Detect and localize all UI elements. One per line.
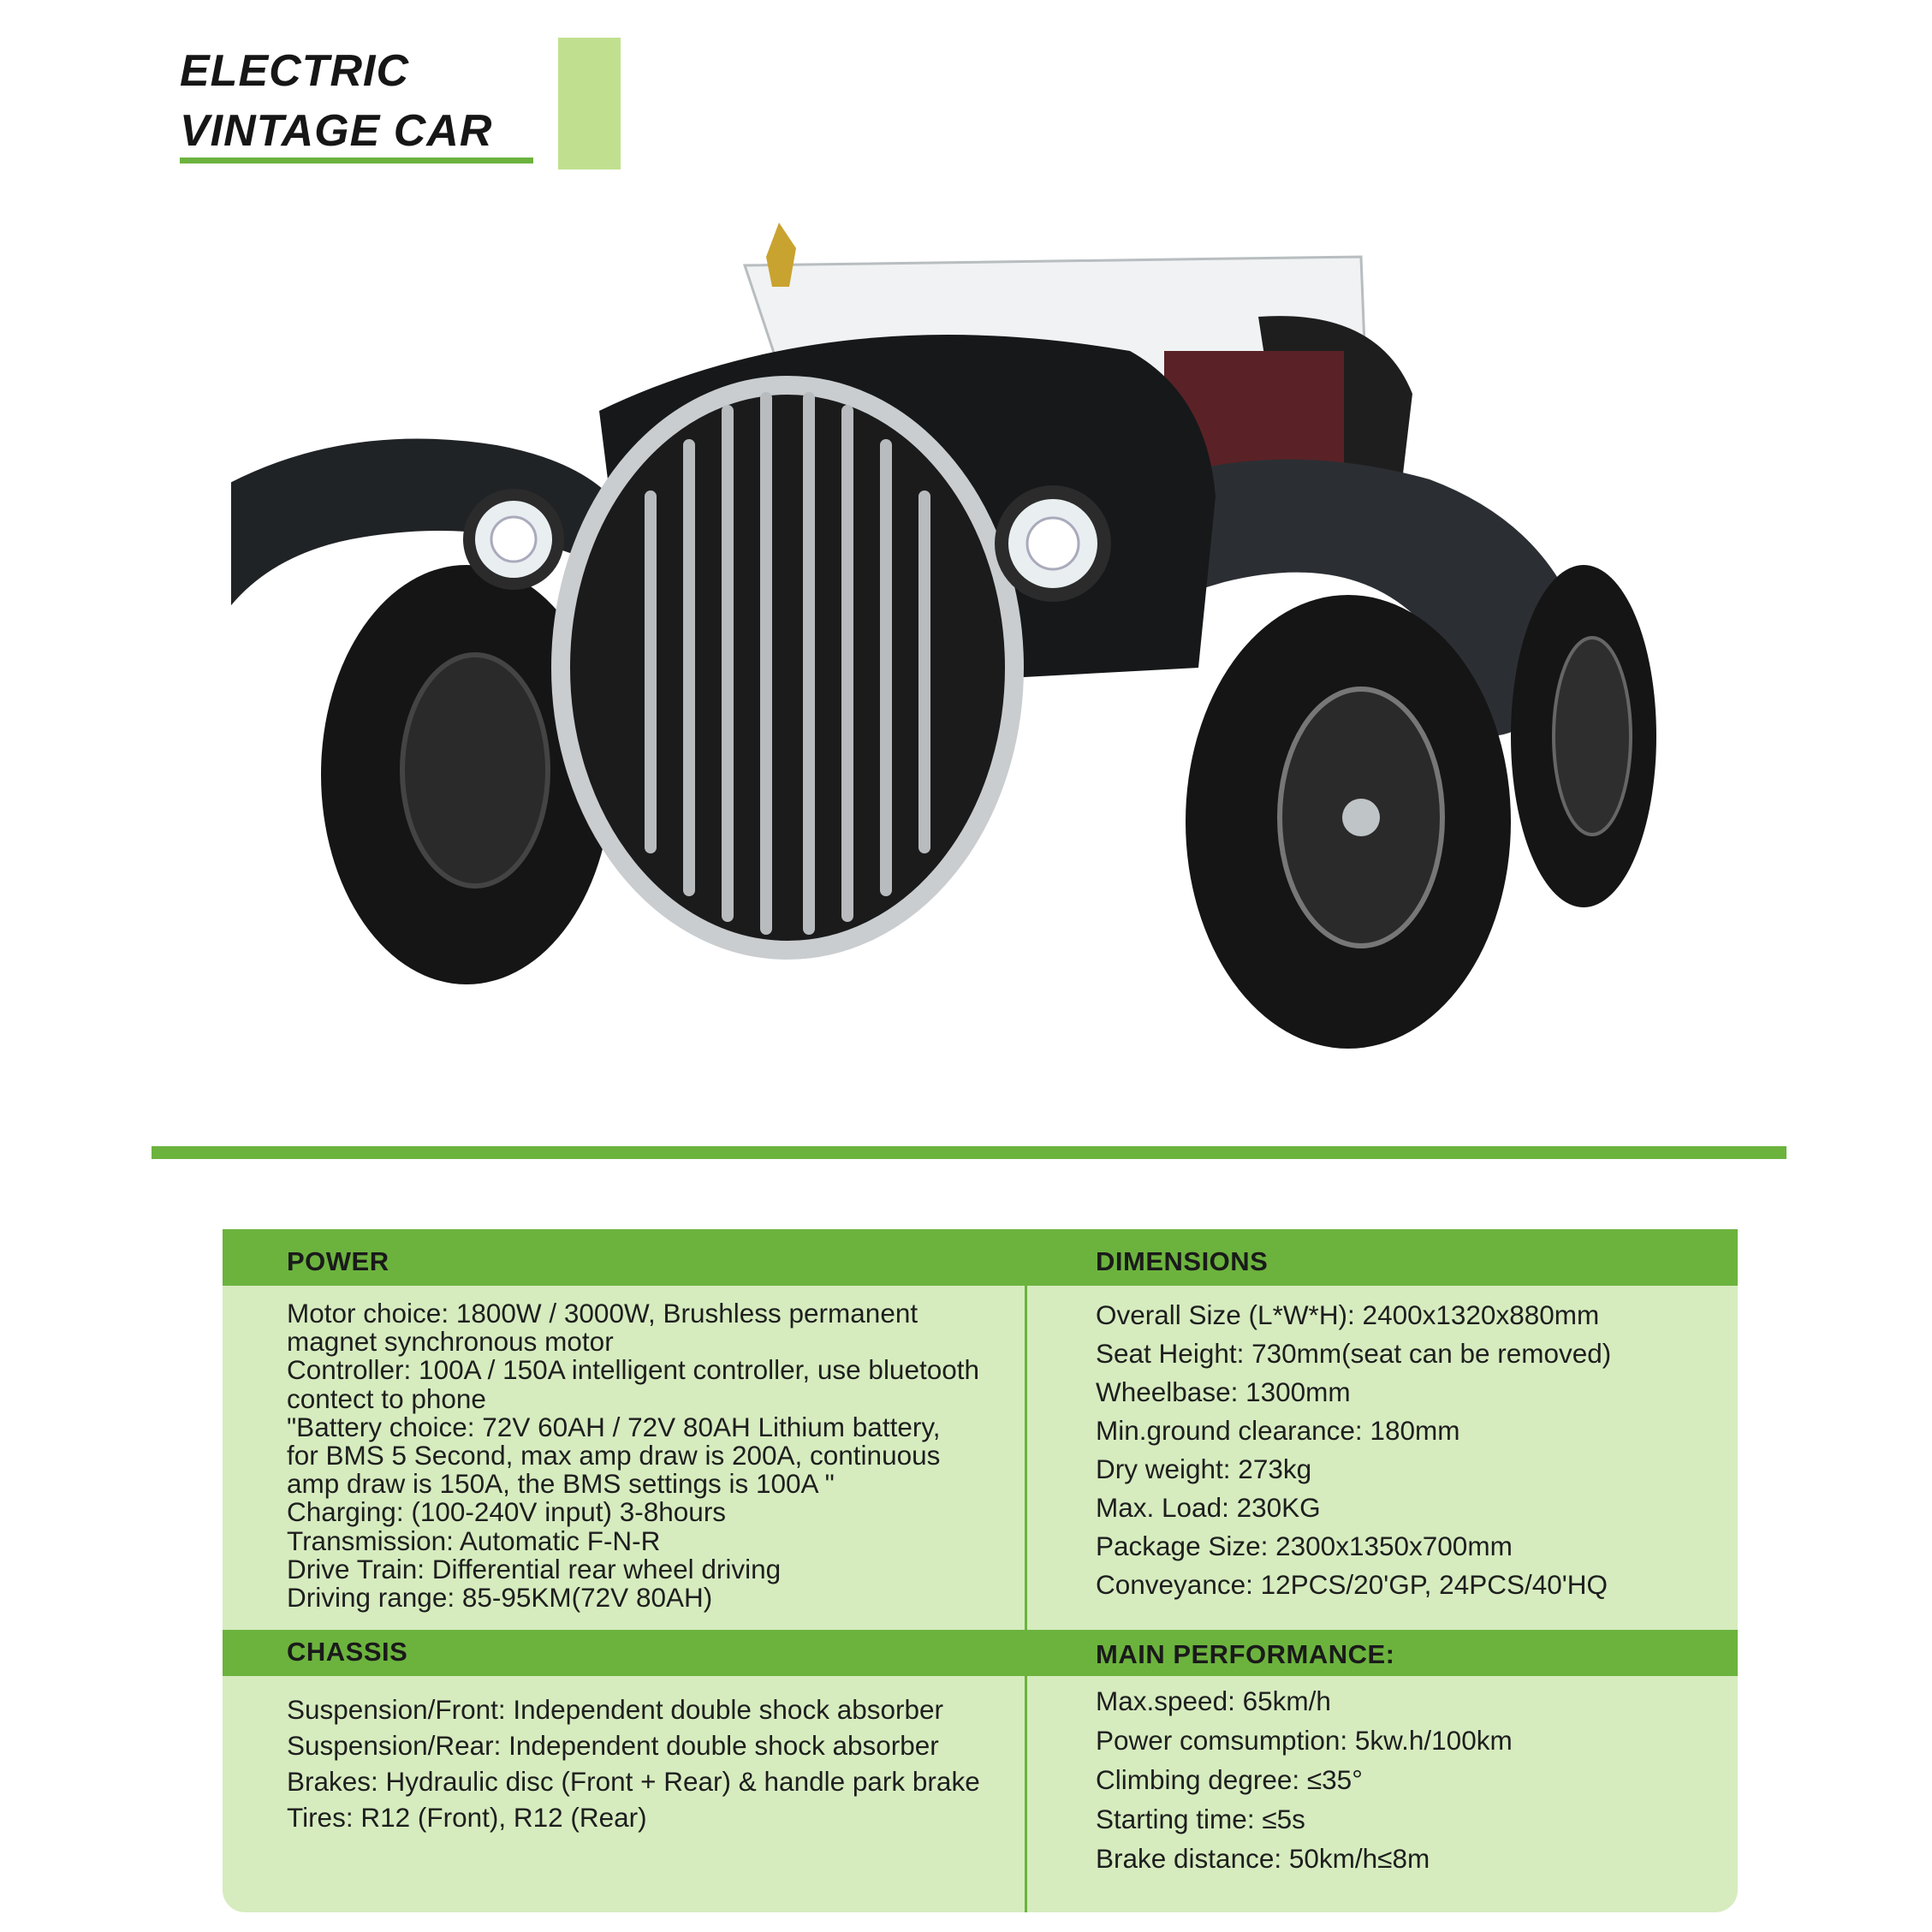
spec-line: for BMS 5 Second, max amp draw is 200A, continuous: [287, 1440, 941, 1471]
spec-line: Charging: (100-240V input) 3-8hours: [287, 1496, 727, 1528]
spec-line: Min.ground clearance: 180mm: [1096, 1415, 1460, 1446]
car-illustration: [231, 137, 1721, 1061]
performance-heading: MAIN PERFORMANCE:: [1096, 1639, 1395, 1669]
spec-line: Starting time: ≤5s: [1096, 1804, 1305, 1834]
spec-line: Controller: 100A / 150A intelligent controller, use bluetooth: [287, 1354, 980, 1386]
spec-line: Motor choice: 1800W / 3000W, Brushless permanent: [287, 1298, 918, 1329]
column-divider-bottom: [1025, 1676, 1027, 1912]
spec-line: Suspension/Front: Independent double shock absorber: [287, 1694, 944, 1725]
performance-list: [1096, 1681, 1513, 1878]
spec-line: Power comsumption: 5kw.h/100km: [1096, 1725, 1513, 1756]
power-list: [287, 1299, 979, 1612]
chassis-heading: CHASSIS: [287, 1637, 408, 1667]
spec-line: Max. Load: 230KG: [1096, 1492, 1321, 1523]
spec-line: Seat Height: 730mm(seat can be removed): [1096, 1338, 1612, 1369]
spec-line: Transmission: Automatic F-N-R: [287, 1525, 661, 1556]
spec-line: contect to phone: [287, 1382, 486, 1414]
spec-line: Brake distance: 50km/h≤8m: [1096, 1843, 1430, 1874]
header-band-top: [223, 1229, 1738, 1286]
title-line-2: VINTAGE CAR: [180, 106, 493, 156]
spec-line: Package Size: 2300x1350x700mm: [1096, 1531, 1513, 1561]
dimensions-list: [1096, 1296, 1611, 1604]
car-photo: [231, 137, 1721, 1061]
spec-line: Tires: R12 (Front), R12 (Rear): [287, 1802, 647, 1833]
chrome-grille: [561, 385, 1014, 950]
spec-line: Conveyance: 12PCS/20'GP, 24PCS/40'HQ: [1096, 1569, 1608, 1600]
spec-line: Max.speed: 65km/h: [1096, 1685, 1331, 1716]
spec-line: Climbing degree: ≤35°: [1096, 1764, 1363, 1795]
chassis-list: [287, 1691, 980, 1835]
spec-line: Wheelbase: 1300mm: [1096, 1376, 1351, 1407]
spec-line: Overall Size (L*W*H): 2400x1320x880mm: [1096, 1299, 1600, 1330]
spec-line: Driving range: 85-95KM(72V 80AH): [287, 1582, 713, 1614]
spec-line: Suspension/Rear: Independent double shock absorber: [287, 1730, 939, 1761]
spec-line: "Battery choice: 72V 60AH / 72V 80AH Lithium battery,: [287, 1411, 941, 1442]
spec-line: magnet synchronous motor: [287, 1326, 614, 1358]
spec-line: Dry weight: 273kg: [1096, 1453, 1312, 1484]
column-divider-top: [1025, 1286, 1027, 1630]
header-band-middle: [223, 1630, 1738, 1676]
spec-table: [223, 1229, 1738, 1912]
spec-line: amp draw is 150A, the BMS settings is 100A ": [287, 1468, 835, 1500]
section-divider: [152, 1146, 1786, 1159]
dimensions-heading: DIMENSIONS: [1096, 1246, 1269, 1276]
power-heading: POWER: [287, 1246, 389, 1276]
spec-line: Brakes: Hydraulic disc (Front + Rear) & handle park brake: [287, 1766, 980, 1797]
title-line-1: ELECTRIC: [180, 46, 409, 96]
spec-line: Drive Train: Differential rear wheel driving: [287, 1553, 782, 1584]
